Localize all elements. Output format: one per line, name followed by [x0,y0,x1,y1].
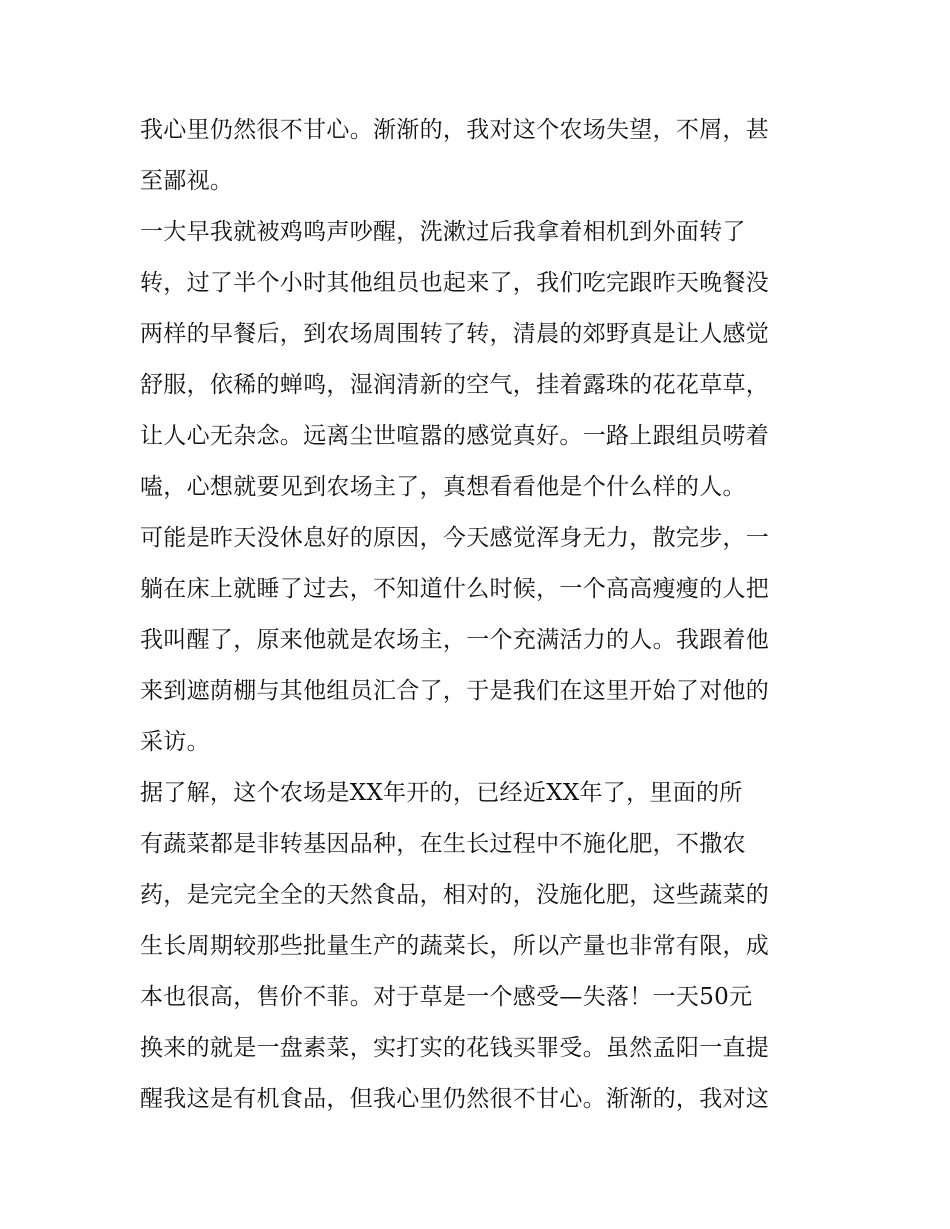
text-line: 有蔬菜都是非转基因品种，在生长过程中不施化肥，不撒农 [140,831,746,857]
text-line: 我心里仍然很不甘心。渐渐的，我对这个农场失望，不屑，甚 [140,117,770,143]
text-line: 换来的就是一盘素菜，实打实的花钱买罪受。虽然孟阳一直提 [140,1035,770,1061]
text-line: 至鄙视。 [140,168,234,194]
text-line: 转，过了半个小时其他组员也起来了，我们吃完跟昨天晚餐没 [140,270,770,296]
text-line: 可能是昨天没休息好的原因，今天感觉浑身无力，散完步，一 [140,525,770,551]
text-line: 让人心无杂念。远离尘世喧嚣的感觉真好。一路上跟组员唠着 [140,423,770,449]
text-line: 舒服，依稀的蝉鸣，湿润清新的空气，挂着露珠的花花草草， [140,372,770,398]
text-line: 药，是完完全全的天然食品，相对的，没施化肥，这些蔬菜的 [140,882,770,908]
text-line: 生长周期较那些批量生产的蔬菜长，所以产量也非常有限，成 [140,933,770,959]
text-line: 本也很高，售价不菲。对于草是一个感受—失落！一天50元 [140,984,753,1010]
text-line: 嗑，心想就要见到农场主了，真想看看他是个什么样的人。 [140,474,746,500]
text-line: 来到遮荫棚与其他组员汇合了，于是我们在这里开始了对他的 [140,678,770,704]
text-line: 我叫醒了，原来他就是农场主，一个充满活力的人。我跟着他 [140,627,770,653]
text-line: 躺在床上就睡了过去，不知道什么时候，一个高高瘦瘦的人把 [140,576,770,602]
text-line: 两样的早餐后，到农场周围转了转，清晨的郊野真是让人感觉 [140,321,770,347]
text-line: 据了解，这个农场是XX年开的，已经近XX年了，里面的所 [140,780,743,806]
text-line: 一大早我就被鸡鸣声吵醒，洗漱过后我拿着相机到外面转了 [140,219,746,245]
text-line: 醒我这是有机食品，但我心里仍然很不甘心。渐渐的，我对这 [140,1086,770,1112]
document-body [140,105,820,1125]
text-line: 采访。 [140,729,210,755]
